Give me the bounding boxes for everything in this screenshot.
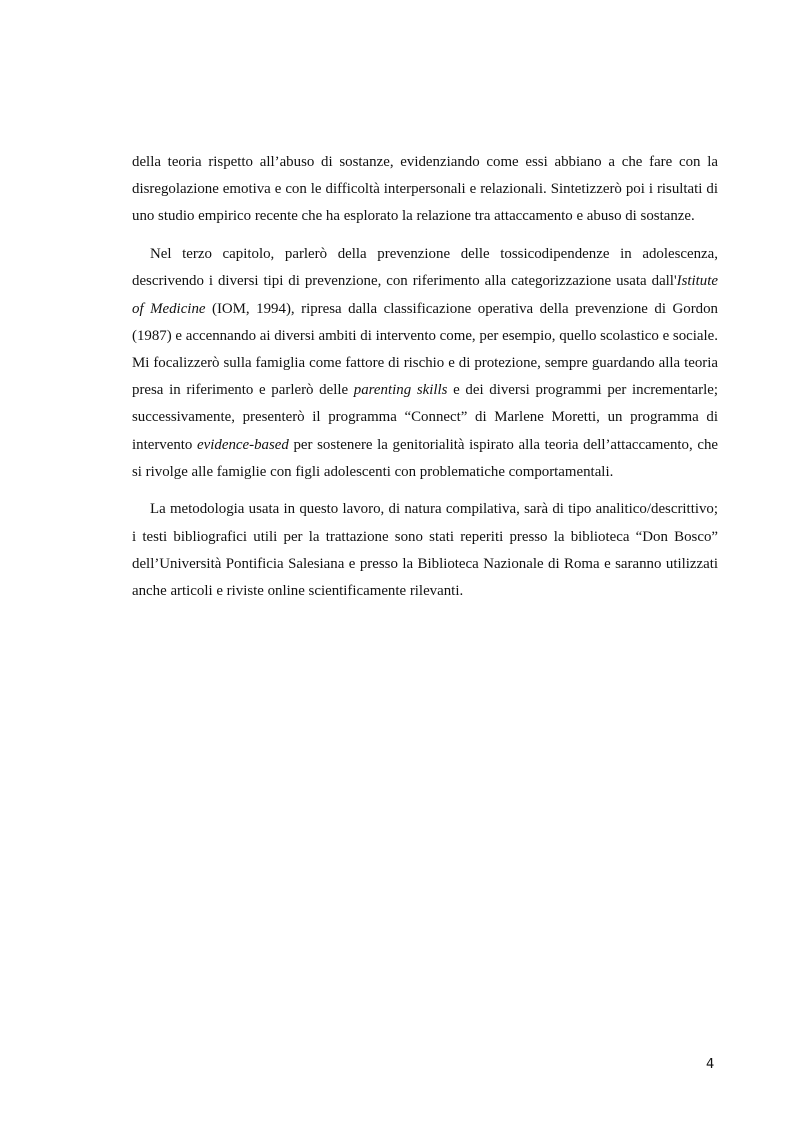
paragraph-1	[132, 149, 718, 231]
institution-name: Istitute of Medicine	[132, 273, 718, 317]
parenting-skills-term: parenting skills	[353, 382, 448, 399]
paragraph-2	[132, 241, 718, 486]
paragraph-3	[132, 496, 718, 605]
page-number: 4	[706, 1057, 715, 1072]
paragraph-2-text: per sostenere la genitorialità ispirato alla teoria dell’attaccamento, che si rivolge alle famiglie con figli adolescenti con problematiche comportamentali.	[132, 436, 719, 480]
paragraph-3-text: La metodologia usata in questo lavoro, di natura compilativa, sarà di tipo analitico/descrittivo; i testi bibliografici utili per la trattazione sono stati reperiti presso la biblioteca “Don Bosco” dell’Università Pontificia Salesiana e presso la Biblioteca Nazionale di Roma e saranno utilizzati anche articoli e riviste online scientificamente rilevanti.	[132, 501, 718, 600]
paragraph-2-text: (IOM, 1994), ripresa dalla classificazione operativa della prevenzione di Gordon (1987) e accennando ai diversi ambiti di intervento come, per esempio, quello scolastico e sociale. Mi focalizzerò sulla famiglia come fattore di rischio e di protezione, sempre guardando alla teoria presa in riferimento e parlerò delle	[132, 300, 718, 399]
paragraph-2-text: e dei diversi programmi per incrementarle; successivamente, presenterò il programma “Connect” di Marlene Moretti, un programma di intervento	[132, 382, 719, 453]
paragraph-1-text: della teoria rispetto all’abuso di sostanze, evidenziando come essi abbiano a che fare con la disregolazione emotiva e con le difficoltà interpersonali e relazionali. Sintetizzerò poi i risultati di uno studio empirico recente che ha esplorato la relazione tra attaccamento e abuso di sostanze.	[132, 154, 718, 225]
evidence-based-term: evidence-based	[197, 436, 289, 453]
body-text	[132, 149, 718, 605]
paragraph-2-text: Nel terzo capitolo, parlerò della prevenzione delle tossicodipendenze in adolescenza, descrivendo i diversi tipi di prevenzione, con riferimento alla categorizzazione usata dall'	[132, 246, 718, 290]
